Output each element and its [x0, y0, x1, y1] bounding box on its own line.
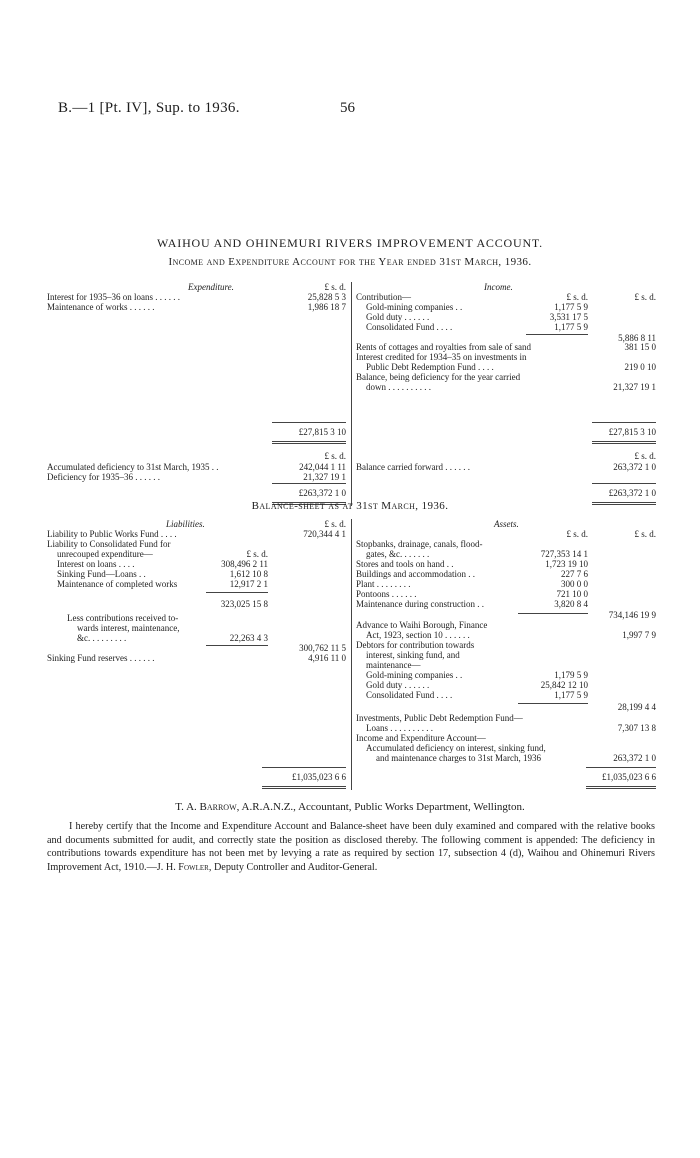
advance-label-cont: Act, 1923, section 10 . . . . . .	[366, 630, 470, 640]
less-contributions-label-cont: &c. . . . . . . . .	[77, 633, 127, 643]
assets-total: £1,035,023 6 6	[602, 772, 656, 782]
works-total: 734,146 19 9	[608, 610, 656, 620]
balance-label-cont: down . . . . . . . . . .	[366, 382, 431, 392]
liability-item-amount: 12,917 2 1	[229, 579, 268, 589]
expenditure-row-amount: 242,044 1 11	[299, 462, 346, 472]
accountant-title: , A.R.A.N.Z., Accountant, Public Works Department, Wellington.	[236, 801, 525, 813]
debtors-total: 28,199 4 4	[617, 702, 656, 712]
audit-certificate	[47, 820, 655, 874]
running-head: B.—1 [Pt. IV], Sup. to 1936.	[58, 100, 240, 116]
works-item-amount: 721 10 0	[556, 589, 588, 599]
debtors-item-label: Gold duty . . . . . .	[366, 680, 430, 690]
rule	[586, 788, 656, 789]
stopbanks-label-cont: gates, &c. . . . . . .	[366, 549, 430, 559]
expenditure-row-amount: 25,828 5 3	[307, 292, 346, 302]
column-divider	[351, 519, 352, 790]
debtors-item-label: Consolidated Fund . . . .	[366, 690, 453, 700]
less-contributions-label: Less contributions received to-	[67, 613, 179, 623]
rents-amount: 381 15 0	[624, 342, 656, 352]
expenditure-row-label: Interest for 1935–36 on loans . . . . . .	[47, 292, 180, 302]
liability-item-label: Interest on loans . . . .	[57, 559, 135, 569]
ie-account-amount: 263,372 1 0	[613, 753, 656, 763]
expenditure-row-amount: 21,327 19 1	[303, 472, 346, 482]
investments-label-cont: Loans . . . . . . . . . .	[366, 723, 433, 733]
works-item-label: Stores and tools on hand . .	[356, 559, 454, 569]
income-outer-currency: £ s. d.	[634, 292, 656, 302]
column-divider	[351, 282, 352, 506]
works-item-label: Buildings and accommodation . .	[356, 569, 475, 579]
accountant-name: T. A. Barrow	[175, 801, 237, 813]
expenditure-row-amount: 1,986 18 7	[307, 302, 346, 312]
works-item-amount: 227 7 6	[561, 569, 588, 579]
liability-item-label: Maintenance of completed works	[57, 579, 178, 589]
expenditure-total: £27,815 3 10	[298, 427, 346, 437]
sinking-fund-amount: 4,916 11 0	[308, 653, 346, 663]
rule	[262, 786, 346, 787]
less-contributions-amount: 22,263 4 3	[229, 633, 268, 643]
contribution-total: 5,886 8 11	[618, 333, 656, 343]
income-inner-currency: £ s. d.	[566, 292, 588, 302]
assets-inner-currency: £ s. d.	[566, 529, 588, 539]
investments-label: Investments, Public Debt Redemption Fund—	[356, 713, 523, 723]
accountant-signature	[0, 801, 700, 813]
works-item-label: Plant . . . . . . . .	[356, 579, 411, 589]
contribution-item-amount: 1,177 5 9	[554, 322, 588, 332]
rule	[526, 334, 588, 335]
works-item-amount: 300 0 0	[561, 579, 588, 589]
interest-label: Interest credited for 1934–35 on investments in	[356, 352, 527, 362]
debtors-label-cont: interest, sinking fund, and	[366, 650, 460, 660]
rents-label: Rents of cottages and royalties from sale of sand	[356, 342, 531, 352]
liabilities-currency: £ s. d.	[324, 519, 346, 529]
investments-amount: 7,307 13 8	[617, 723, 656, 733]
consolidated-label: Liability to Consolidated Fund for	[47, 539, 171, 549]
ie-account-label: Income and Expenditure Account—	[356, 733, 486, 743]
sinking-fund-label: Sinking Fund reserves . . . . . .	[47, 653, 155, 663]
rule	[592, 443, 656, 444]
rule	[272, 422, 346, 423]
contribution-item-label: Consolidated Fund . . . .	[366, 322, 453, 332]
income-expenditure-title: Income and Expenditure Account for the Year ended 31st March, 1936.	[168, 256, 532, 268]
rule	[206, 592, 268, 593]
rule	[592, 422, 656, 423]
interest-label-cont: Public Debt Redemption Fund . . . .	[366, 362, 494, 372]
liabilities-total: £1,035,023 6 6	[292, 772, 346, 782]
works-item-amount: 3,820 8 4	[554, 599, 588, 609]
expenditure-section2-currency: £ s. d.	[324, 451, 346, 461]
debtors-item-amount: 25,842 12 10	[540, 680, 588, 690]
contribution-item-label: Gold-mining companies . .	[366, 302, 463, 312]
debtors-label: Debtors for contribution towards	[356, 640, 475, 650]
page-number: 56	[340, 100, 355, 116]
stopbanks-label: Stopbanks, drainage, canals, flood-	[356, 539, 483, 549]
rule	[586, 767, 656, 768]
balance-amount: 21,327 19 1	[613, 382, 656, 392]
account-title: WAIHOU AND OHINEMURI RIVERS IMPROVEMENT ACCOUNT.	[157, 236, 543, 250]
public-works-amount: 720,344 4 1	[303, 529, 346, 539]
income-section2-total: £263,372 1 0	[608, 488, 656, 498]
rule	[272, 483, 346, 484]
income-heading: Income.	[484, 282, 513, 292]
debtors-item-label: Gold-mining companies . .	[366, 670, 463, 680]
expenditure-heading: Expenditure.	[188, 282, 234, 292]
liability-item-amount: 1,612 10 8	[229, 569, 268, 579]
rule	[206, 645, 268, 646]
balance-sheet-title: Balance-sheet as at 31st March, 1936.	[251, 500, 449, 512]
liability-item-amount: 308,496 2 11	[221, 559, 268, 569]
debtors-item-amount: 1,177 5 9	[554, 690, 588, 700]
expenditure-currency-header: £ s. d.	[324, 282, 346, 292]
income-section2-currency: £ s. d.	[634, 451, 656, 461]
certificate-signer: J. H. Fowler	[156, 861, 209, 873]
works-item-label: Maintenance during construction . .	[356, 599, 484, 609]
rule	[272, 441, 346, 442]
advance-amount: 1,997 7 9	[622, 630, 656, 640]
rule	[518, 703, 588, 704]
expenditure-section2-total: £263,372 1 0	[298, 488, 346, 498]
rule	[262, 788, 346, 789]
expenditure-row-label: Maintenance of works . . . . . .	[47, 302, 155, 312]
certificate-text: I hereby certify that the Income and Expenditure Account and Balance-sheet have been duly examined and compared with the relative books and documents submitted for audit, and correctly state the position as disclosed thereby. The following comment is appended: The deficiency in contributions towards expenditure has not been met by levying a rate as required by section 17, subsection 4 (d), Waihou and Ohinemuri Rivers Improvement Act, 1910.—	[47, 821, 655, 873]
contribution-item-label: Gold duty . . . . . .	[366, 312, 430, 322]
assets-heading: Assets.	[494, 519, 519, 529]
rule	[262, 767, 346, 768]
debtors-label-cont: maintenance—	[366, 660, 421, 670]
ie-account-label-cont: and maintenance charges to 31st March, 1936	[376, 753, 542, 763]
less-contributions-label-cont: wards interest, maintenance,	[77, 623, 180, 633]
balance-forward-label: Balance carried forward . . . . . .	[356, 462, 470, 472]
contribution-label: Contribution—	[356, 292, 412, 302]
assets-outer-currency: £ s. d.	[634, 529, 656, 539]
debtors-item-amount: 1,179 5 9	[554, 670, 588, 680]
works-item-amount: 1,723 19 10	[545, 559, 588, 569]
interest-amount: 219 0 10	[624, 362, 656, 372]
liabilities-heading: Liabilities.	[166, 519, 205, 529]
liability-subtotal: 323,025 15 8	[220, 599, 268, 609]
contribution-item-amount: 3,531 17 5	[549, 312, 588, 322]
certificate-signer-title: , Deputy Controller and Auditor-General.	[208, 861, 378, 873]
expenditure-row-label: Accumulated deficiency to 31st March, 1935 . .	[47, 462, 219, 472]
rule	[592, 441, 656, 442]
contribution-item-amount: 1,177 5 9	[554, 302, 588, 312]
income-total: £27,815 3 10	[608, 427, 656, 437]
public-works-label: Liability to Public Works Fund . . . .	[47, 529, 177, 539]
balance-forward-amount: 263,372 1 0	[613, 462, 656, 472]
consolidated-label-cont: unrecouped expenditure—	[57, 549, 153, 559]
liability-item-label: Sinking Fund—Loans . .	[57, 569, 146, 579]
balance-label: Balance, being deficiency for the year carried	[356, 372, 521, 382]
liabilities-inner-currency: £ s. d.	[246, 549, 268, 559]
works-item-label: Pontoons . . . . . .	[356, 589, 417, 599]
advance-label: Advance to Waihi Borough, Finance	[356, 620, 488, 630]
rule	[592, 483, 656, 484]
expenditure-row-label: Deficiency for 1935–36 . . . . . .	[47, 472, 160, 482]
rule	[586, 786, 656, 787]
net-consolidated-amount: 300,762 11 5	[299, 643, 346, 653]
ie-account-label-cont: Accumulated deficiency on interest, sinking fund,	[366, 743, 546, 753]
rule	[272, 443, 346, 444]
rule	[518, 613, 588, 614]
stopbanks-amount: 727,353 14 1	[540, 549, 588, 559]
